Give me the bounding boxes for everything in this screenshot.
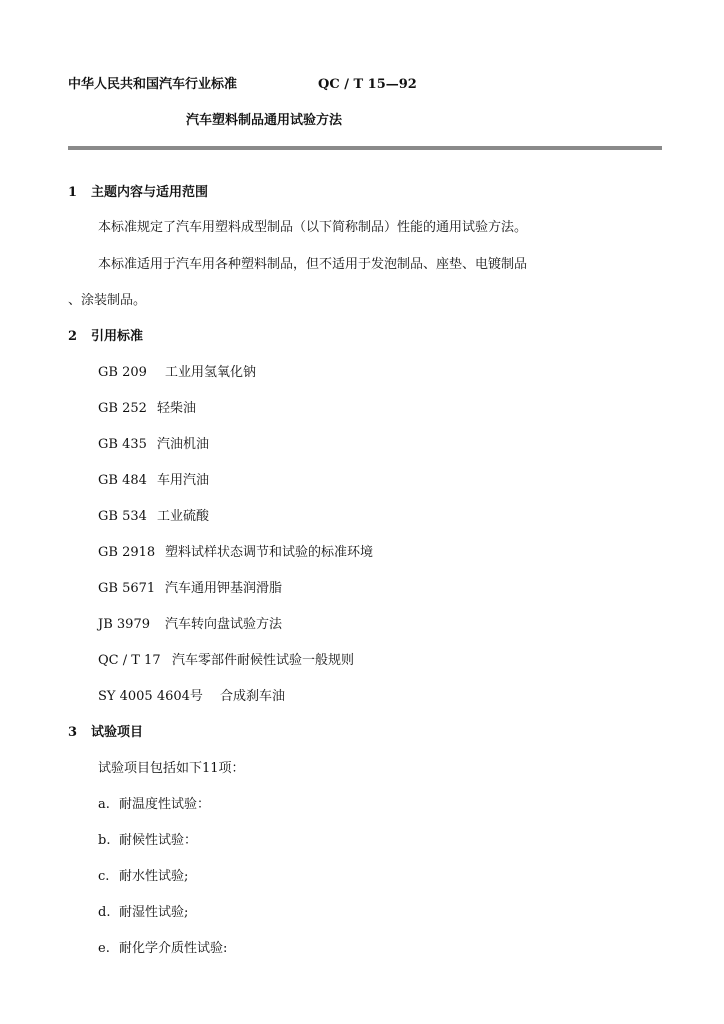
section-2-number: 2 (68, 329, 78, 344)
ref-code: GB 252 (98, 401, 147, 416)
list-item-text: 耐温度性试验： (119, 797, 211, 812)
section-3-number: 3 (68, 725, 78, 740)
ref-name: 工业硫酸 (157, 509, 210, 524)
ref-code: GB 484 (98, 473, 147, 488)
section-1-heading: 主题内容与适用范围 (91, 185, 209, 200)
section-1-para-1: 本标准规定了汽车用塑料成型制品（以下简称制品）性能的通用试验方法。 (98, 220, 528, 235)
list-item-text: 耐湿性试验; (119, 905, 189, 920)
ref-name: 汽车通用钾基润滑脂 (165, 581, 283, 596)
ref-name: 工业用氢氧化钠 (165, 365, 257, 380)
list-item-label: e. (98, 941, 110, 956)
ref-name: 车用汽油 (157, 473, 210, 488)
section-3-intro: 试验项目包括如下11项： (98, 761, 245, 776)
standard-org: 中华人民共和国汽车行业标准 (68, 77, 238, 92)
ref-code: GB 2918 (98, 545, 156, 560)
section-1-para-2-cont: 、涂装制品。 (68, 293, 147, 308)
ref-code: GB 435 (98, 437, 147, 452)
list-item-text: 耐化学介质性试验: (119, 941, 228, 956)
ref-name: 汽车零部件耐候性试验一般规则 (172, 653, 355, 668)
section-3-heading: 试验项目 (91, 725, 144, 740)
ref-code: SY 4005 4604号 (98, 689, 203, 704)
list-item-label: a. (98, 797, 110, 812)
section-2-heading: 引用标准 (91, 329, 144, 344)
header-rule (68, 146, 662, 150)
list-item-label: c. (98, 869, 110, 884)
ref-code: JB 3979 (98, 617, 150, 632)
ref-code: GB 209 (98, 365, 147, 380)
ref-code: GB 5671 (98, 581, 156, 596)
list-item-text: 耐水性试验; (119, 869, 189, 884)
standard-code: QC / T 15—92 (318, 77, 417, 92)
ref-code: QC / T 17 (98, 653, 161, 668)
list-item-text: 耐候性试验： (119, 833, 198, 848)
ref-name: 汽油机油 (157, 437, 210, 452)
section-1-para-2: 本标准适用于汽车用各种塑料制品，但不适用于发泡制品、座垫、电镀制品 (98, 257, 528, 272)
ref-name: 汽车转向盘试验方法 (165, 617, 283, 632)
ref-name: 合成刹车油 (220, 689, 286, 704)
list-item-label: d. (98, 905, 111, 920)
document-title: 汽车塑料制品通用试验方法 (186, 113, 343, 128)
section-1-number: 1 (68, 185, 78, 200)
ref-name: 塑料试样状态调节和试验的标准环境 (165, 545, 374, 560)
list-item-label: b. (98, 833, 111, 848)
ref-name: 轻柴油 (157, 401, 197, 416)
ref-code: GB 534 (98, 509, 147, 524)
